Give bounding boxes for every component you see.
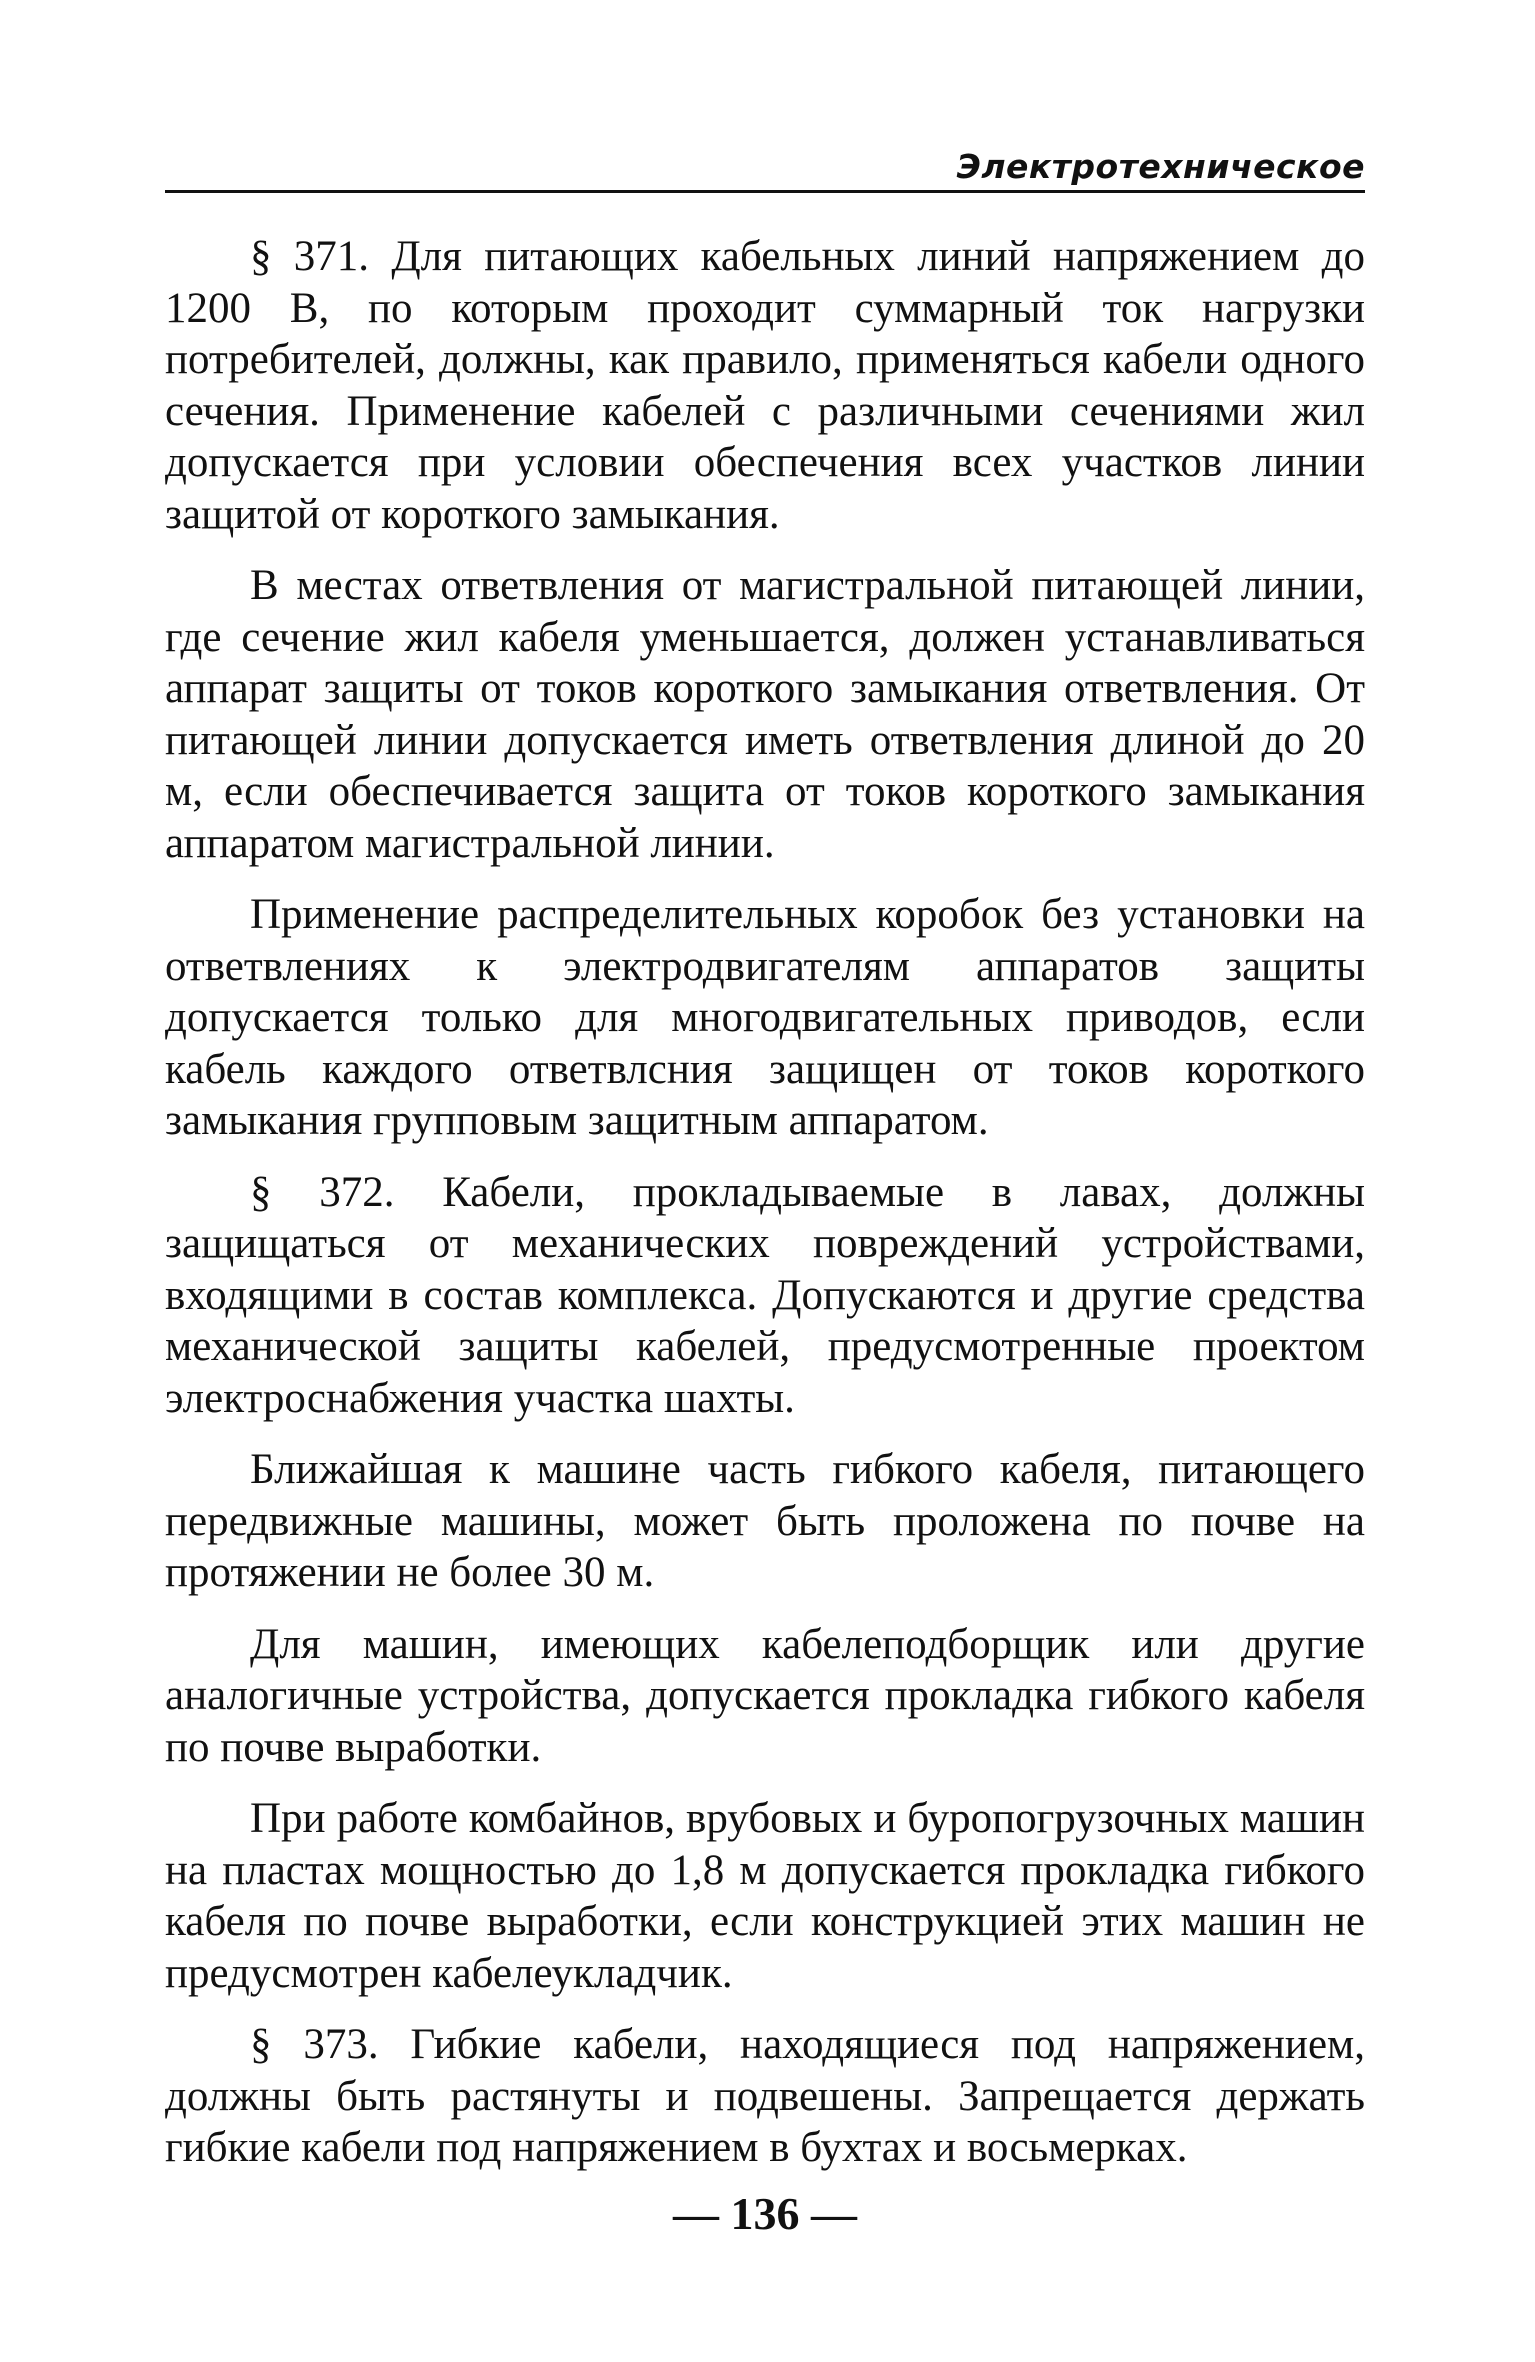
body-text (165, 231, 1365, 2174)
paragraph-372: § 372. Кабели, прокладываемые в лавах, должны защищаться от механических повреждений устройствами, входящими в состав комплекса. Допускаются и другие средства механической защиты кабелей, предусмотренные проектом электроснабжения участка шахты. (165, 1168, 1365, 1422)
book-page (165, 140, 1365, 2340)
paragraph-distribution-boxes: Применение распределительных коробок без установки на ответвлениях к электродвигателям аппаратов защиты допускается только для многодвигательных приводов, если кабель каждого ответвлсния защищен от токов короткого замыкания групповым защитным аппаратом. (165, 891, 1365, 1144)
page-number: — 136 — (673, 2188, 857, 2239)
paragraph-flexible-cable-soil: Ближайшая к машине часть гибкого кабеля, питающего передвижные машины, может быть проложена по почве на протяжении не более 30 м. (165, 1446, 1365, 1596)
paragraph-371: § 371. Для питающих кабельных линий напряжением до 1200 В, по которым проходит суммарный ток нагрузки потребителей, должны, как правило, применяться кабели одного сечения. Применение кабелей с различными сечениями жил допускается при условии обеспечения всех участков линии защитой от короткого замыкания. (165, 233, 1365, 538)
paragraph-combine-work: При работе комбайнов, врубовых и буропогрузочных машин на пластах мощностью до 1,8 м допускается прокладка гибкого кабеля по почве выработки, если конструкцией этих машин не предусмотрен кабелеукладчик. (165, 1795, 1365, 1997)
running-head (165, 140, 1365, 193)
paragraph-373: § 373. Гибкие кабели, находящиеся под напряжением, должны быть растянуты и подвешены. Запрещается держать гибкие кабели под напряжением в бухтах и восьмерках. (165, 2021, 1365, 2171)
running-head-title: Электротехническое (956, 147, 1365, 186)
paragraph-cable-pickup: Для машин, имеющих кабелеподборщик или другие аналогичные устройства, допускается прокладка гибкого кабеля по почве выработки. (165, 1620, 1365, 1771)
paragraph-branch-protection: В местах ответвления от магистральной питающей линии, где сечение жил кабеля уменьшается, должен устанавливаться аппарат защиты от токов короткого замыкания ответвления. От питающей линии допускается иметь ответвления длиной до 20 м, если обеспечивается защита от токов короткого замыкания аппаратом магистральной линии. (165, 562, 1365, 867)
